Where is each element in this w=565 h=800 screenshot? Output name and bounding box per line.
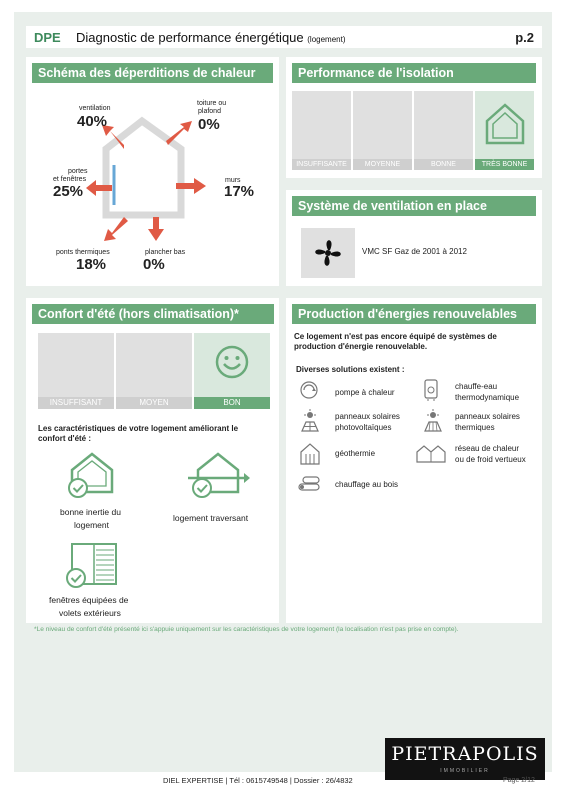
item-3-line-2: volets extérieurs (59, 608, 121, 618)
insulation-level-4: TRÈS BONNE (475, 91, 534, 170)
summer-level-3: BON (194, 333, 270, 409)
solar-thermal-icon (421, 409, 445, 433)
page-footer: DIEL EXPERTISE | Tél : 0615749548 | Dossier : 26/4832 (163, 776, 353, 785)
page-header (26, 26, 542, 48)
solution-6-line-2: ou de froid vertueux (455, 455, 526, 464)
title-small: (logement) (307, 34, 346, 44)
summer-comfort-scale (38, 333, 270, 409)
company-logo (385, 738, 545, 780)
summer-comfort-title: Confort d'été (hors climatisation)* (32, 304, 274, 324)
page-title (76, 30, 346, 45)
solution-3-line-1: panneaux solaires (335, 412, 400, 421)
fan-icon (308, 233, 348, 273)
heat-network-icon (415, 442, 447, 464)
renewables-intro-2: production d'énergie renouvelable. (294, 342, 428, 351)
page-number: p.2 (515, 29, 534, 45)
insulation-title: Performance de l'isolation (292, 63, 536, 83)
arrow-floor (148, 217, 164, 241)
murs-label: murs (225, 177, 241, 184)
smiley-icon (214, 344, 250, 380)
heat-loss-title: Schéma des déperditions de chaleur (32, 63, 273, 83)
arrow-thermal-bridges (104, 217, 128, 241)
solution-4-line-2: thermiques (455, 423, 495, 432)
ventilation-value: 40% (77, 113, 108, 130)
summer-level-1: INSUFFISANT (38, 333, 114, 409)
ventilation-icon-box (301, 228, 355, 278)
wood-heating-icon (296, 474, 322, 494)
ventilation-system-value: VMC SF Gaz de 2001 à 2012 (362, 247, 467, 256)
solution-6-line-1: réseau de chaleur (455, 444, 520, 453)
heat-pump-icon (298, 380, 320, 400)
portes-label-2: et fenêtres (53, 176, 87, 183)
solar-panel-icon (298, 409, 322, 433)
solution-2-line-1: chauffe-eau (455, 382, 498, 391)
dpe-label: DPE (34, 29, 61, 45)
summer-caract-2: confort d'été : (38, 434, 92, 443)
insulation-scale (292, 91, 534, 170)
cross-ventilation-house-icon (186, 448, 252, 500)
toiture-label-1: toiture ou (197, 100, 227, 107)
arrow-roof (166, 121, 192, 145)
murs-value: 17% (224, 183, 255, 200)
title-main: Diagnostic de performance énergétique (76, 29, 304, 45)
insulation-level-1: INSUFFISANTE (292, 91, 351, 170)
item-1-line-1: bonne inertie du (60, 507, 121, 517)
solution-1-line-1: pompe à chaleur (335, 388, 395, 397)
logo-subtitle: IMMOBILIER (440, 768, 490, 774)
ventilation-label: ventilation (79, 105, 111, 112)
item-1-line-2: logement (74, 520, 109, 530)
ponts-label: ponts thermiques (56, 249, 110, 256)
renewables-title: Production d'énergies renouvelables (292, 304, 536, 324)
house-outline-icon (483, 101, 527, 147)
solution-7-line-1: chauffage au bois (335, 480, 399, 489)
renewables-panel (286, 298, 542, 623)
heat-loss-panel (26, 57, 279, 286)
solution-4-line-1: panneaux solaires (455, 412, 520, 421)
portes-label-1: portes (68, 168, 88, 175)
toiture-value: 0% (198, 116, 220, 133)
water-heater-icon (421, 378, 441, 402)
ventilation-system-title: Système de ventilation en place (292, 196, 536, 216)
logo-name: PIETRAPOLIS (391, 743, 539, 765)
renewables-intro-1: Ce logement n'est pas encore équipé de systèmes de (294, 332, 497, 341)
insulation-level-3: BONNE (414, 91, 473, 170)
item-2-line-1: logement traversant (173, 513, 249, 523)
plancher-label: plancher bas (145, 249, 186, 256)
shutters-window-icon (64, 542, 122, 590)
footnote: *Le niveau de confort d'été présenté ici s'appuie uniquement sur les caractéristiques de votre logement (la localisation n'est pas prise en compte). (34, 626, 459, 633)
summer-caract-1: Les caractéristiques de votre logement améliorant le (38, 424, 239, 433)
geothermal-icon (298, 440, 322, 466)
ventilation-panel (286, 190, 542, 286)
solution-3-line-2: photovoltaïques (335, 423, 392, 432)
footer-page-number: Page 2/12 (503, 777, 535, 784)
summer-level-2: MOYEN (116, 333, 192, 409)
ponts-value: 18% (76, 256, 107, 273)
toiture-label-2: plafond (198, 108, 221, 115)
inertia-house-icon (64, 448, 120, 500)
portes-value: 25% (53, 183, 84, 200)
item-3-line-1: fenêtres équipées de (49, 595, 129, 605)
solutions-title: Diverses solutions existent : (296, 365, 405, 374)
insulation-panel (286, 57, 542, 178)
summer-comfort-panel (26, 298, 279, 623)
insulation-level-2: MOYENNE (353, 91, 412, 170)
plancher-value: 0% (143, 256, 165, 273)
solution-2-line-2: thermodynamique (455, 393, 520, 402)
solution-5-line-1: géothermie (335, 449, 376, 458)
